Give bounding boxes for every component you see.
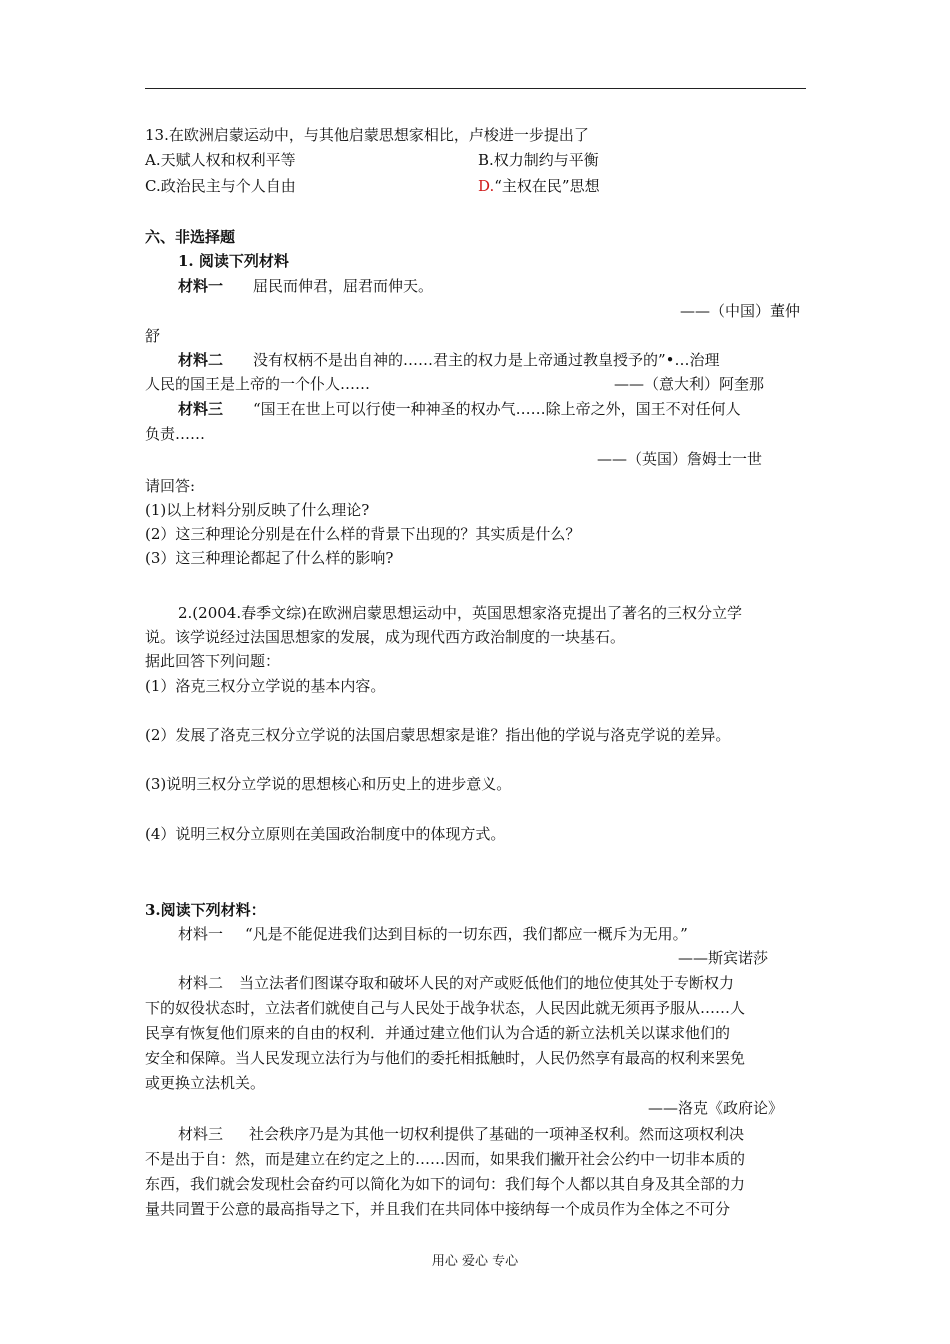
- q1-material-1-source-cont: 舒: [145, 327, 161, 345]
- q1-material-3-source: ——（英国）詹姆士一世: [597, 450, 763, 468]
- q3-material-2: 材料二 当立法者们图谋夺取和破坏人民的对产或贬低他们的地位使其处于专断权力: [178, 974, 735, 992]
- q1-question-3: (3）这三种理论都起了什么样的影响?: [145, 549, 394, 567]
- q2-question-3: (3)说明三权分立学说的思想核心和历史上的进步意义。: [145, 775, 512, 793]
- q3-material-3: 材料三 社会秩序乃是为其他一切权利提供了基础的一项神圣权利。然而这项权利决: [178, 1125, 745, 1143]
- q3-material-3-line: 不是出于自：然，而是建立在约定之上的……因而，如果我们撇开社会公约中一切非本质的: [145, 1150, 746, 1168]
- q1-question-1: (1)以上材料分别反映了什么理论?: [145, 501, 370, 519]
- q13-option-d: D.“主权在民”思想: [478, 177, 600, 195]
- q3-material-2-line: 或更换立法机关。: [145, 1074, 266, 1092]
- q1-material-1: 材料一 屈民而伸君，屈君而伸天。: [178, 277, 434, 295]
- q13-option-c: C.政治民主与个人自由: [145, 177, 296, 195]
- q1-question-2: (2）这三种理论分别是在什么样的背景下出现的？其实质是什么？: [145, 525, 581, 543]
- q13-stem: 13.在欧洲启蒙运动中，与其他启蒙思想家相比，卢梭进一步提出了: [145, 126, 589, 144]
- q2-line-1: 2.(2004.春季文综)在欧洲启蒙思想运动中，英国思想家洛克提出了著名的三权分立学: [178, 604, 742, 622]
- q3-material-1: 材料一 “凡是不能促进我们达到目标的一切东西，我们都应一概斥为无用。”: [178, 925, 688, 943]
- q13-option-d-letter: D.: [478, 177, 495, 195]
- q3-material-3-line: 东西，我们就会发现杜会奋约可以简化为如下的词句：我们每个人都以其自身及其全部的力: [145, 1175, 746, 1193]
- q1-title: 1. 阅读下列材料: [178, 252, 289, 270]
- page-footer: 用心 爱心 专心: [431, 1254, 519, 1269]
- section-heading: 六、非选择题: [145, 228, 236, 246]
- q1-material-2: 材料二 没有权柄不是出自神的……君主的权力是上帝通过教皇授予的”•…治理: [178, 351, 720, 369]
- q2-question-1: (1）洛克三权分立学说的基本内容。: [145, 677, 386, 695]
- q1-material-2-source: ——（意大利）阿奎那: [614, 375, 765, 393]
- q3-title: 3.阅读下列材料：: [145, 901, 266, 919]
- q3-material-2-line: 民享有恢复他们原来的自由的权利．并通过建立他们认为合适的新立法机关以谋求他们的: [145, 1024, 731, 1042]
- q1-material-3-cont: 负责……: [145, 425, 206, 443]
- q3-material-2-source: ——洛克《政府论》: [648, 1099, 784, 1117]
- q3-material-3-line: 量共同置于公意的最高指导之下，并且我们在共同体中接纳每一个成员作为全体之不可分: [145, 1200, 731, 1218]
- q3-material-2-line: 安全和保障。当人民发现立法行为与他们的委托相抵触时，人民仍然享有最高的权利来罢免: [145, 1049, 746, 1067]
- header-rule: [145, 88, 806, 89]
- q2-line-3: 据此回答下列问题：: [145, 652, 281, 670]
- q1-material-2-cont: 人民的国王是上帝的一个仆人……: [145, 375, 371, 393]
- q13-option-a: A.天赋人权和权利平等: [145, 151, 296, 169]
- q1-material-3: 材料三 “国王在世上可以行使一种神圣的权办气……除上帝之外，国王不对任何人: [178, 400, 741, 418]
- q1-material-1-source: ——（中国）董仲: [680, 302, 801, 320]
- q2-line-2: 说。该学说经过法国思想家的发展，成为现代西方政治制度的一块基石。: [145, 628, 626, 646]
- q13-option-b: B.权力制约与平衡: [478, 151, 599, 169]
- q2-question-2: (2）发展了洛克三权分立学说的法国启蒙思想家是谁？指出他的学说与洛克学说的差异。: [145, 726, 731, 744]
- q2-question-4: (4）说明三权分立原则在美国政治制度中的体现方式。: [145, 825, 506, 843]
- q3-material-1-source: ——斯宾诺莎: [678, 949, 769, 967]
- q1-prompt: 请回答:: [145, 477, 196, 495]
- q3-material-2-line: 下的奴役状态时，立法者们就使自己与人民处于战争状态，人民因此就无须再予服从……人: [145, 999, 746, 1017]
